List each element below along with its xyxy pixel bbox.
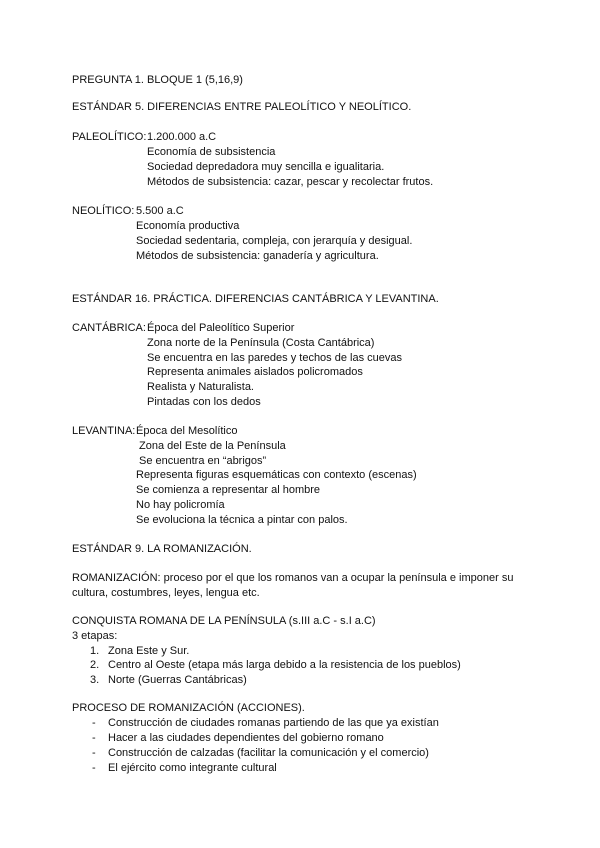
document-title: PREGUNTA 1. BLOQUE 1 (5,16,9) xyxy=(72,74,243,86)
neolitico-item: Economía productiva xyxy=(136,220,240,232)
proceso-heading: PROCESO DE ROMANIZACIÓN (ACCIONES). xyxy=(72,702,305,714)
accion-item: El ejército como integrante cultural xyxy=(108,762,277,774)
etapa-text: Norte (Guerras Cantábricas) xyxy=(108,674,247,686)
dash-bullet: - xyxy=(92,717,96,729)
romanizacion-definition-line-2: cultura, costumbres, leyes, lengua etc. xyxy=(72,587,260,599)
accion-item: Construcción de calzadas (facilitar la comunicación y el comercio) xyxy=(108,747,429,759)
cantabrica-label: CANTÁBRICA: xyxy=(72,322,146,334)
cantabrica-item: Época del Paleolítico Superior xyxy=(147,322,295,334)
etapa-number: 2. xyxy=(90,659,100,671)
levantina-item: Zona del Este de la Península xyxy=(139,440,286,452)
section-heading-estandar-16: ESTÁNDAR 16. PRÁCTICA. DIFERENCIAS CANTÁBRICA Y LEVANTINA. xyxy=(72,293,439,305)
neolitico-item: Métodos de subsistencia: ganadería y agricultura. xyxy=(136,250,379,262)
cantabrica-item: Zona norte de la Península (Costa Cantábrica) xyxy=(147,337,375,349)
levantina-item: Se comienza a representar al hombre xyxy=(136,484,321,496)
accion-item: Construcción de ciudades romanas partiendo de las que ya existían xyxy=(108,717,439,729)
etapa-number: 3. xyxy=(90,674,100,686)
dash-bullet: - xyxy=(92,762,96,774)
levantina-item: Se encuentra en “abrigos” xyxy=(139,455,267,467)
paleolitico-date: 1.200.000 a.C xyxy=(147,131,217,143)
etapa-text: Zona Este y Sur. xyxy=(108,645,190,657)
levantina-label: LEVANTINA: xyxy=(72,425,136,437)
neolitico-date: 5.500 a.C xyxy=(136,205,184,217)
neolitico-label: NEOLÍTICO: xyxy=(72,205,135,217)
etapa-number: 1. xyxy=(90,645,100,657)
levantina-item: Representa figuras esquemáticas con contexto (escenas) xyxy=(136,469,417,481)
neolitico-item: Sociedad sedentaria, compleja, con jerarquía y desigual. xyxy=(136,235,413,247)
accion-item: Hacer a las ciudades dependientes del gobierno romano xyxy=(108,732,384,744)
cantabrica-item: Representa animales aislados policromados xyxy=(147,366,363,378)
etapa-text: Centro al Oeste (etapa más larga debido a la resistencia de los pueblos) xyxy=(108,659,461,671)
levantina-item: No hay policromía xyxy=(136,499,225,511)
paleolitico-item: Economía de subsistencia xyxy=(147,146,276,158)
cantabrica-item: Realista y Naturalista. xyxy=(147,381,254,393)
romanizacion-definition-line-1: ROMANIZACIÓN: proceso por el que los romanos van a ocupar la península e imponer su xyxy=(72,572,514,584)
cantabrica-item: Pintadas con los dedos xyxy=(147,396,261,408)
dash-bullet: - xyxy=(92,732,96,744)
paleolitico-item: Métodos de subsistencia: cazar, pescar y recolectar frutos. xyxy=(147,176,434,188)
dash-bullet: - xyxy=(92,747,96,759)
levantina-item: Época del Mesolítico xyxy=(136,425,238,437)
conquista-heading: CONQUISTA ROMANA DE LA PENÍNSULA (s.III a.C - s.I a.C) xyxy=(72,615,376,627)
etapas-label: 3 etapas: xyxy=(72,630,118,642)
levantina-item: Se evoluciona la técnica a pintar con palos. xyxy=(136,514,348,526)
paleolitico-item: Sociedad depredadora muy sencilla e igualitaria. xyxy=(147,161,385,173)
paleolitico-label: PALEOLÍTICO: xyxy=(72,131,147,143)
section-heading-estandar-9: ESTÁNDAR 9. LA ROMANIZACIÓN. xyxy=(72,543,252,555)
section-heading-estandar-5: ESTÁNDAR 5. DIFERENCIAS ENTRE PALEOLÍTICO Y NEOLÍTICO. xyxy=(72,101,412,113)
cantabrica-item: Se encuentra en las paredes y techos de las cuevas xyxy=(147,352,402,364)
